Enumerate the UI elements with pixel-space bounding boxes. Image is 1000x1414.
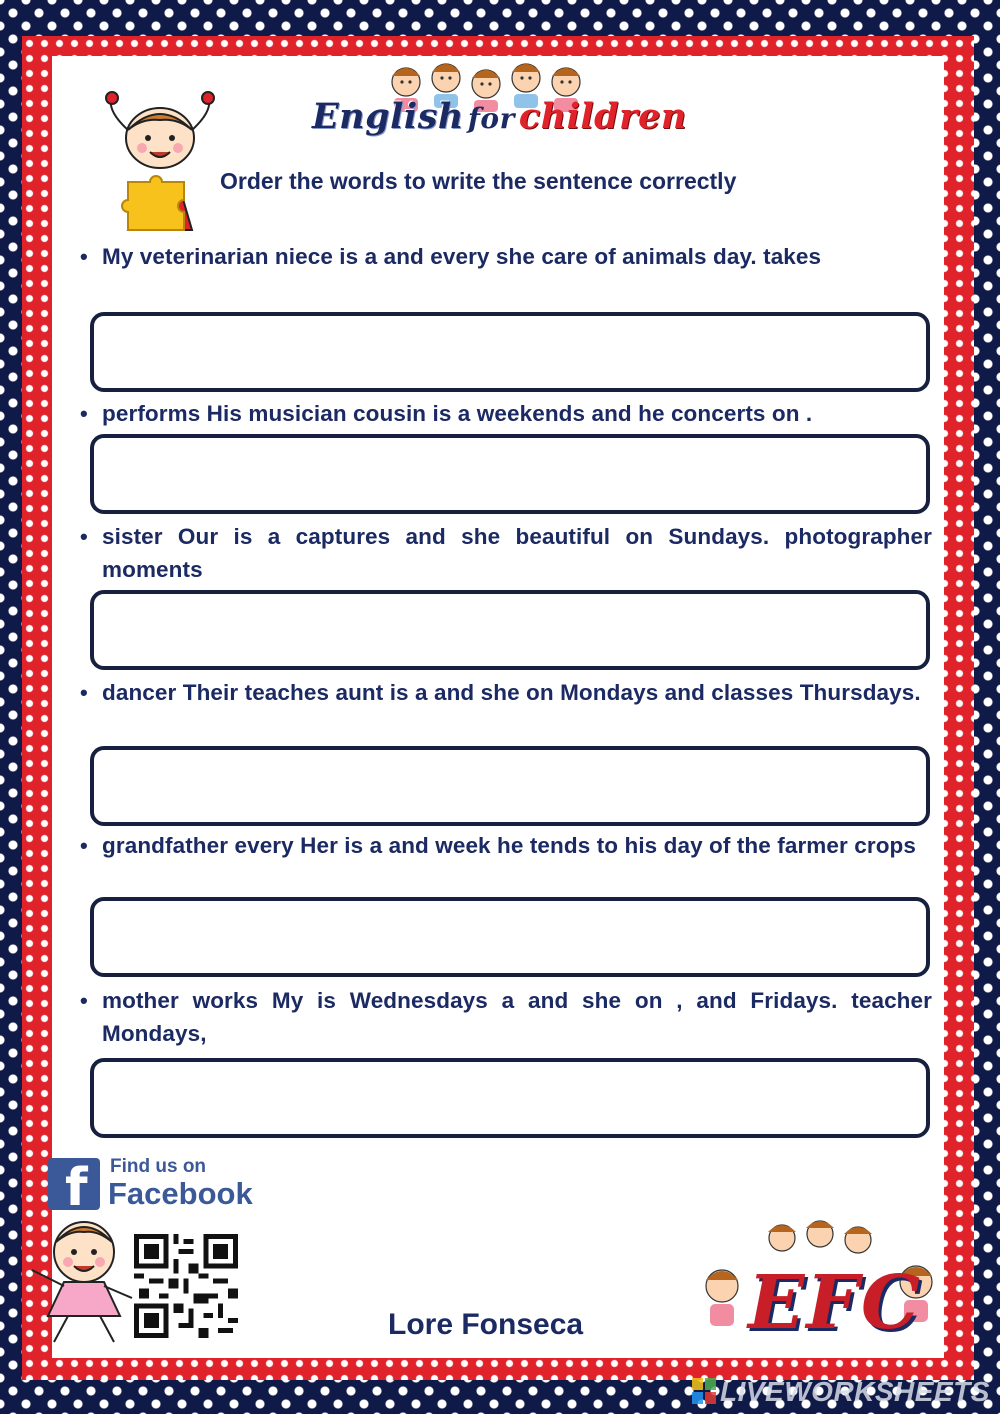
answer-box-6[interactable] bbox=[90, 1058, 930, 1138]
author-name: Lore Fonseca bbox=[388, 1308, 584, 1341]
answer-box-2[interactable] bbox=[90, 434, 930, 514]
bullet: • bbox=[80, 833, 88, 858]
answer-box-3[interactable] bbox=[90, 590, 930, 670]
instruction-text: Order the words to write the sentence correctly bbox=[220, 168, 737, 194]
facebook-name: Facebook bbox=[108, 1176, 253, 1211]
title-english: English bbox=[312, 96, 464, 137]
exercise-item-2 bbox=[78, 397, 934, 430]
title-for: for bbox=[467, 102, 515, 135]
title-children: children bbox=[518, 96, 687, 137]
answer-box-5[interactable] bbox=[90, 897, 930, 977]
worksheet-title bbox=[312, 96, 732, 146]
exercise-item-4 bbox=[78, 676, 934, 709]
scrambled-sentence-5: grandfather every Her is a and week he tends to his day of the farmer crops bbox=[102, 833, 917, 858]
facebook-link[interactable] bbox=[48, 1156, 258, 1216]
exercise-item-3 bbox=[78, 520, 934, 586]
exercise-item-5 bbox=[78, 831, 934, 861]
watermark-text: LIVEWORKSHEETS bbox=[720, 1376, 990, 1407]
bullet: • bbox=[80, 524, 88, 549]
exercise-item-6 bbox=[78, 984, 934, 1050]
qr-code[interactable] bbox=[134, 1234, 238, 1338]
liveworksheets-icon bbox=[692, 1378, 716, 1404]
scrambled-sentence-1: My veterinarian niece is a and every she care of animals day. takes bbox=[102, 244, 822, 269]
bullet: • bbox=[80, 244, 88, 269]
exercise-item-1 bbox=[78, 240, 934, 273]
scrambled-sentence-2: performs His musician cousin is a weekends and he concerts on . bbox=[102, 401, 813, 426]
answer-box-4[interactable] bbox=[90, 746, 930, 826]
facebook-icon: f bbox=[48, 1158, 100, 1210]
efc-logo-text: EFC bbox=[748, 1260, 922, 1346]
girl-with-puzzle-illustration bbox=[98, 90, 222, 240]
scrambled-sentence-4: dancer Their teaches aunt is a and she on Mondays and classes Thursdays. bbox=[102, 680, 921, 705]
answer-box-1[interactable] bbox=[90, 312, 930, 392]
bullet: • bbox=[80, 401, 88, 426]
bullet: • bbox=[80, 988, 88, 1013]
scrambled-sentence-3: sister Our is a captures and she beautiful on Sundays. photographer moments bbox=[102, 524, 932, 582]
dancing-girl-illustration bbox=[24, 1212, 140, 1348]
facebook-find-us: Find us on bbox=[110, 1156, 207, 1177]
bullet: • bbox=[80, 680, 88, 705]
scrambled-sentence-6: mother works My is Wednesdays a and she on , and Fridays. teacher Mondays, bbox=[102, 988, 932, 1046]
efc-logo bbox=[696, 1216, 946, 1346]
